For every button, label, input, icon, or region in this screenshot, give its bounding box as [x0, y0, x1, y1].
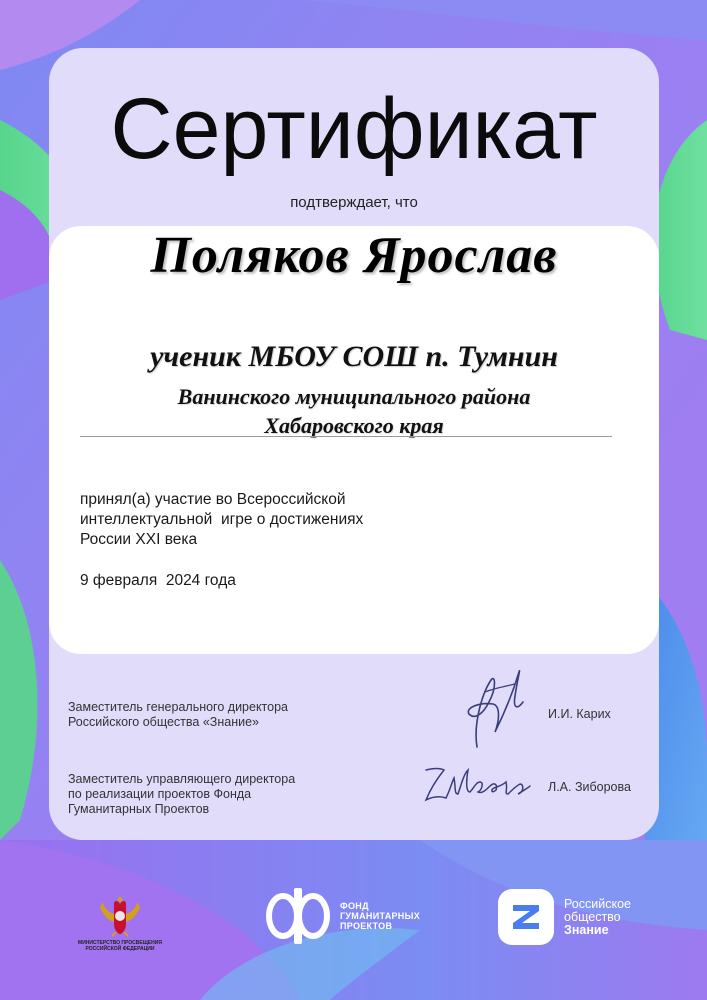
participation-line-2: интеллектуальной игре о достижениях — [80, 511, 364, 528]
certificate-title: Сертификат — [110, 81, 598, 177]
district-line-1: Ванинского муниципального района — [177, 384, 531, 409]
signatory-2-title-line-2: по реализации проектов Фонда — [68, 787, 252, 801]
district-block — [49, 382, 659, 440]
fund-phi-logo-icon — [266, 886, 330, 946]
signatory-2-title-line-1: Заместитель управляющего директора — [68, 772, 296, 786]
signatory-1-title-line-2: Российского общества «Знание» — [68, 715, 259, 729]
znanie-text-line-3: Знание — [564, 923, 609, 937]
fund-text-line-2: ГУМАНИТАРНЫХ — [340, 911, 421, 921]
district-line-2: Хабаровского края — [264, 413, 444, 438]
ministry-text-line-2: РОССИЙСКОЙ ФЕДЕРАЦИИ — [85, 946, 155, 952]
fund-logo-text — [340, 901, 420, 931]
signatory-2-name: Л.А. Зиборова — [548, 780, 631, 794]
znanie-text-line-2: общество — [564, 910, 621, 924]
signature-1-image — [455, 662, 535, 754]
signatory-1-title — [68, 700, 288, 730]
ministry-text-line-1: МИНИСТЕРСТВО ПРОСВЕЩЕНИЯ — [78, 940, 162, 946]
participation-line-3: России XXI века — [80, 531, 198, 548]
fund-text-line-1: ФОНД — [340, 901, 369, 911]
double-headed-eagle-emblem-icon — [92, 892, 148, 938]
certificate-subtitle: подтверждает, что — [290, 194, 418, 211]
znanie-logo-text — [564, 898, 631, 937]
recipient-name: Поляков Ярослав — [150, 227, 558, 284]
school-line: ученик МБОУ СОШ п. Тумнин — [150, 340, 558, 373]
fund-text-line-3: ПРОЕКТОВ — [340, 921, 393, 931]
znanie-z-logo-icon — [498, 889, 554, 945]
signatory-1-title-line-1: Заместитель генерального директора — [68, 700, 289, 714]
signatory-1-name: И.И. Карих — [548, 707, 611, 721]
certificate-date: 9 февраля 2024 года — [80, 572, 236, 589]
signatory-2-title — [68, 772, 295, 817]
znanie-text-line-1: Российское — [564, 897, 631, 911]
signature-2-image — [420, 760, 535, 810]
participation-text — [80, 490, 460, 550]
signatory-2-title-line-3: Гуманитарных Проектов — [68, 802, 210, 816]
ministry-logo-text — [74, 940, 166, 952]
participation-line-1: принял(а) участие во Всероссийской — [80, 491, 346, 508]
divider-line — [80, 436, 612, 437]
